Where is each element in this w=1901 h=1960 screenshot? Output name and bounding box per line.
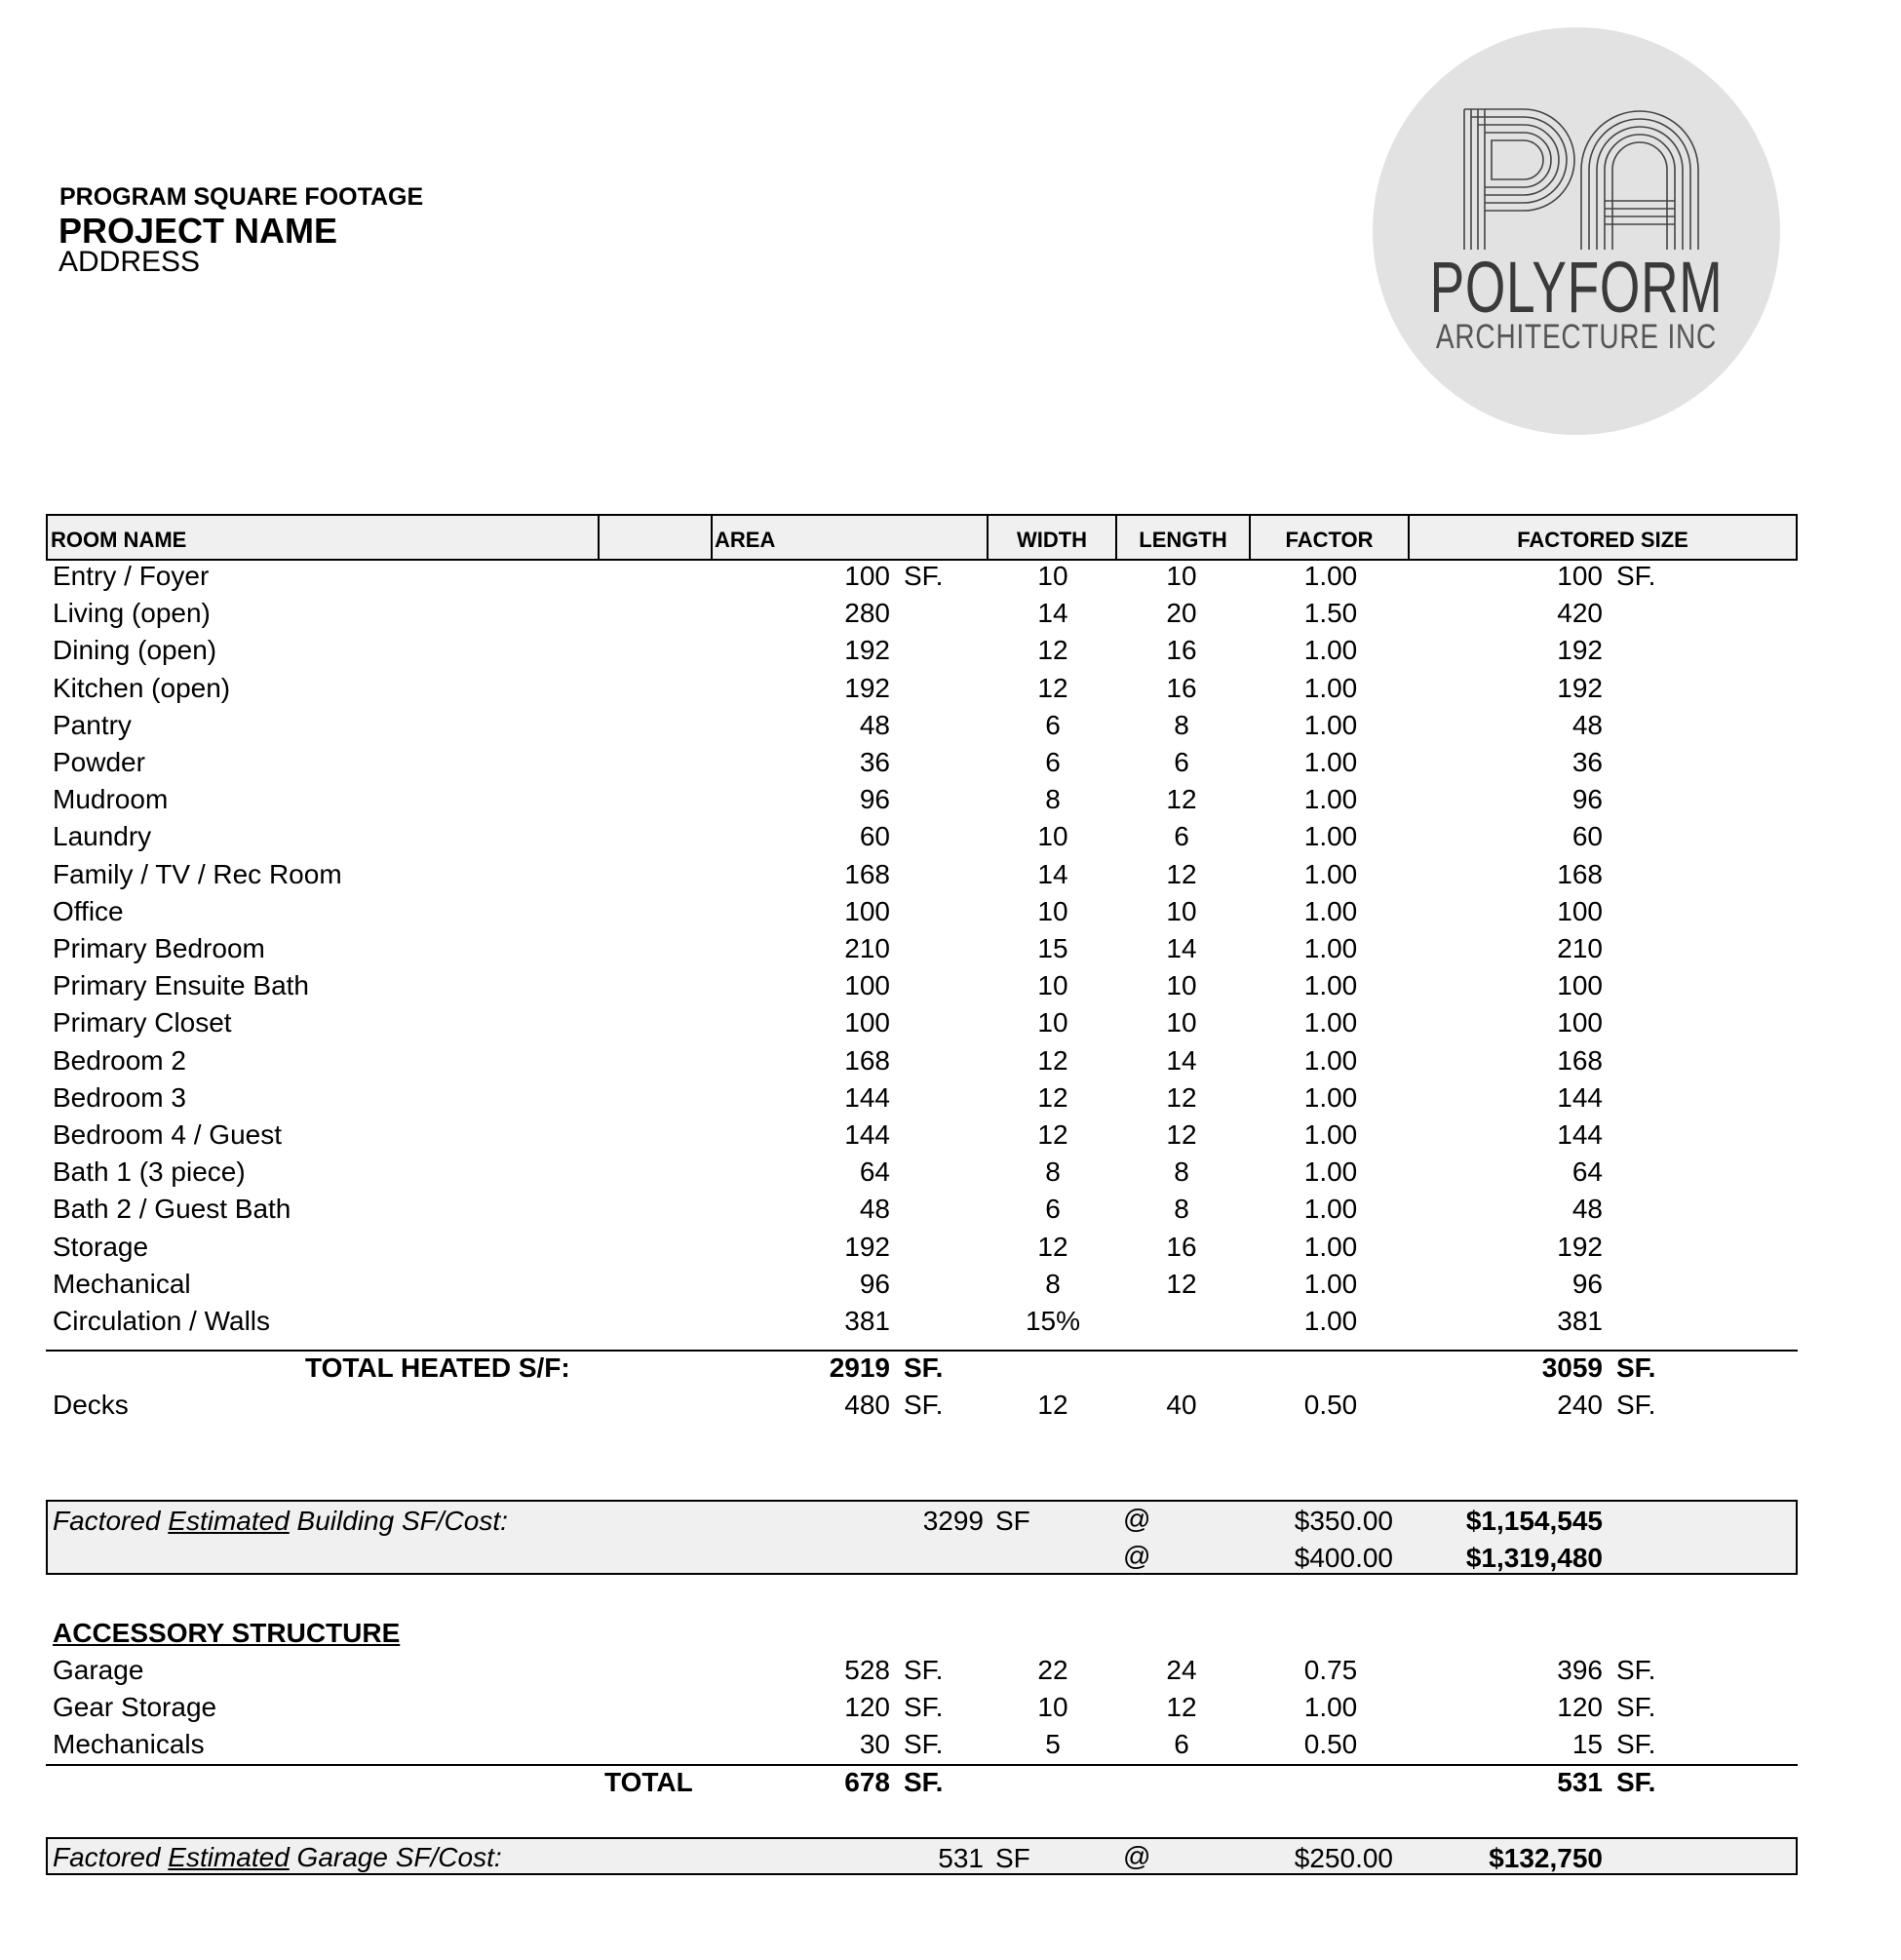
room-f: 1.00 [1303,1194,1358,1225]
room-l: 14 [1166,1044,1197,1076]
room-fs: 48 [1571,709,1603,740]
room-name: Primary Closet [53,1007,232,1039]
room-row [0,821,1901,858]
room-row [0,1082,1901,1119]
room-name: Bath 2 / Guest Bath [53,1194,291,1225]
room-fs: 100 [1557,1007,1603,1039]
room-f: 1.00 [1303,970,1358,1001]
accessory-area: 120 [844,1692,890,1722]
room-w: 6 [1045,709,1061,740]
room-row [0,784,1901,821]
accessory-w: 22 [1037,1655,1068,1685]
room-f: 1.00 [1303,784,1358,815]
room-f: 1.00 [1303,821,1358,852]
room-f: 1.00 [1303,709,1358,740]
building-total-2: $1,319,480 [1465,1543,1603,1573]
accessory-fs: 15 [1571,1729,1603,1759]
col-area: AREA [715,528,776,552]
room-area: 36 [859,747,890,777]
building-estimate-sf: 3299 [922,1506,984,1536]
total-heated-factored: 3059 [1541,1352,1603,1383]
building-rate-1: $350.00 [1294,1506,1393,1536]
col-room-name: ROOM NAME [51,528,187,552]
total-heated-label: TOTAL HEATED S/F: [305,1352,570,1383]
accessory-f: 0.50 [1303,1729,1358,1759]
room-f: 1.00 [1303,858,1358,889]
accessory-unit: SF. [904,1655,944,1685]
room-f: 1.00 [1303,1007,1358,1039]
pa-monogram-icon [1373,27,1780,435]
room-fs: 192 [1557,672,1603,703]
room-area: 96 [859,784,890,815]
col-length: LENGTH [1139,528,1227,552]
col-width: WIDTH [1016,528,1088,552]
accessory-fsu: SF. [1616,1692,1656,1722]
garage-rate: $250.00 [1294,1843,1393,1873]
room-fs: 144 [1557,1119,1603,1150]
room-f: 1.00 [1303,895,1358,926]
accessory-name: Garage [53,1655,144,1685]
room-name: Bedroom 3 [53,1081,186,1113]
document-kicker: PROGRAM SQUARE FOOTAGE [59,183,424,211]
room-fs: 100 [1557,895,1603,926]
garage-total: $132,750 [1489,1843,1603,1873]
accessory-l: 24 [1166,1655,1197,1685]
room-l: 14 [1166,933,1197,963]
project-address: ADDRESS [58,246,201,278]
decks-row [0,1390,1901,1427]
garage-estimate-sf-unit: SF [995,1843,1030,1873]
accessory-fsu: SF. [1616,1729,1656,1759]
room-area: 96 [859,1268,890,1299]
room-area: 144 [844,1081,890,1113]
room-w: 10 [1037,895,1068,926]
decks-name: Decks [53,1390,129,1420]
room-name: Living (open) [53,598,211,629]
col-factored-size: FACTORED SIZE [1517,528,1688,552]
room-name: Pantry [53,709,132,740]
room-row [0,747,1901,784]
room-area: 280 [844,598,890,629]
accessory-unit: SF. [904,1692,944,1722]
room-w: 12 [1037,672,1068,703]
building-at-1: @ [1123,1504,1151,1534]
room-w: 6 [1045,747,1061,777]
room-row [0,896,1901,933]
decks-area-unit: SF. [904,1390,944,1420]
room-fsu: SF. [1616,561,1656,591]
room-area: 144 [844,1119,890,1150]
garage-at: @ [1123,1841,1151,1871]
room-area: 381 [844,1306,890,1336]
room-fs: 168 [1557,858,1603,889]
room-f: 1.00 [1303,1119,1358,1150]
room-area: 100 [844,1007,890,1039]
accessory-row [0,1729,1901,1766]
col-factor: FACTOR [1285,528,1374,552]
room-l: 10 [1166,1007,1197,1039]
room-fs: 96 [1571,1268,1603,1299]
room-area: 168 [844,1044,890,1076]
room-l: 12 [1166,1119,1197,1150]
room-w: 8 [1045,1156,1061,1188]
room-f: 1.00 [1303,1231,1358,1262]
room-w: 12 [1037,1044,1068,1076]
room-area: 192 [844,1231,890,1262]
building-estimate-sf-unit: SF [995,1506,1030,1536]
building-total-1: $1,154,545 [1465,1506,1603,1536]
accessory-area: 30 [859,1729,890,1759]
accessory-l: 12 [1166,1692,1197,1722]
room-f: 1.50 [1303,598,1358,629]
garage-estimate-label: Factored Estimated Garage SF/Cost: [53,1842,502,1872]
logo-name: POLYFORM [1429,247,1724,328]
decks-width: 12 [1037,1390,1068,1420]
room-w: 10 [1037,561,1068,591]
room-row [0,598,1901,635]
room-row [0,673,1901,710]
room-name: Kitchen (open) [53,672,231,703]
room-area: 64 [859,1156,890,1188]
room-w: 12 [1037,635,1068,666]
room-w: 15 [1037,933,1068,963]
total-heated-row [0,1352,1901,1390]
decks-area: 480 [844,1390,890,1420]
room-area: 60 [859,821,890,852]
room-name: Circulation / Walls [53,1306,271,1336]
room-row [0,1306,1901,1343]
decks-length: 40 [1166,1390,1197,1420]
room-fs: 48 [1571,1194,1603,1225]
accessory-fs: 396 [1557,1655,1603,1685]
room-fs: 36 [1571,747,1603,777]
room-l: 10 [1166,970,1197,1001]
room-f: 1.00 [1303,933,1358,963]
accessory-name: Gear Storage [53,1692,217,1722]
accessory-total-label: TOTAL [604,1767,693,1797]
accessory-total-row [0,1767,1901,1804]
accessory-fsu: SF. [1616,1655,1656,1685]
room-fs: 96 [1571,784,1603,815]
room-row [0,635,1901,672]
room-f: 1.00 [1303,672,1358,703]
room-row [0,561,1901,598]
room-l: 16 [1166,1231,1197,1262]
room-l: 20 [1166,598,1197,629]
building-estimate-label: Factored Estimated Building SF/Cost: [53,1506,508,1536]
room-w: 8 [1045,784,1061,815]
room-l: 16 [1166,635,1197,666]
room-w: 12 [1037,1231,1068,1262]
building-at-2: @ [1123,1541,1151,1571]
room-f: 1.00 [1303,561,1358,591]
room-w: 15% [1025,1306,1081,1336]
polyform-logo [1373,27,1780,435]
accessory-w: 5 [1045,1729,1061,1759]
room-name: Entry / Foyer [53,561,210,591]
accessory-total-factored-unit: SF. [1616,1767,1656,1797]
garage-estimate-sf: 531 [938,1843,984,1873]
room-fs: 420 [1557,598,1603,629]
room-row [0,1232,1901,1269]
room-fs: 144 [1557,1081,1603,1113]
room-l: 16 [1166,672,1197,703]
room-name: Bedroom 2 [53,1044,186,1076]
accessory-fs: 120 [1557,1692,1603,1722]
room-fs: 168 [1557,1044,1603,1076]
room-l: 8 [1174,1156,1189,1188]
room-row [0,710,1901,747]
room-f: 1.00 [1303,1268,1358,1299]
room-l: 10 [1166,561,1197,591]
room-f: 1.00 [1303,635,1358,666]
room-l: 6 [1174,747,1189,777]
project-name: PROJECT NAME [58,211,338,251]
room-l: 8 [1174,1194,1189,1225]
accessory-area: 528 [844,1655,890,1685]
room-row [0,1045,1901,1082]
room-name: Primary Ensuite Bath [53,970,309,1001]
logo-subtitle: ARCHITECTURE INC [1435,318,1718,356]
total-rule [46,1350,1798,1352]
accessory-total-area: 678 [844,1767,890,1797]
room-fs: 60 [1571,821,1603,852]
room-l: 12 [1166,858,1197,889]
header-divider [598,514,600,561]
room-l: 10 [1166,895,1197,926]
accessory-name: Mechanicals [53,1729,205,1759]
room-f: 1.00 [1303,1044,1358,1076]
total-heated-area: 2919 [829,1352,890,1383]
room-area: 48 [859,1194,890,1225]
room-area: 100 [844,895,890,926]
total-heated-factored-unit: SF. [1616,1352,1656,1383]
room-l: 6 [1174,821,1189,852]
room-f: 1.00 [1303,1306,1358,1336]
total-heated-area-unit: SF. [904,1352,944,1383]
room-w: 8 [1045,1268,1061,1299]
room-area: 192 [844,672,890,703]
room-name: Powder [53,747,145,777]
room-name: Bath 1 (3 piece) [53,1156,246,1188]
room-fs: 100 [1557,970,1603,1001]
room-fs: 64 [1571,1156,1603,1188]
decks-factored: 240 [1557,1390,1603,1420]
room-fs: 192 [1557,1231,1603,1262]
room-row [0,859,1901,896]
room-l: 12 [1166,1081,1197,1113]
accessory-l: 6 [1174,1729,1189,1759]
decks-factor: 0.50 [1303,1390,1358,1420]
room-name: Office [53,895,124,926]
accessory-title: ACCESSORY STRUCTURE [53,1618,401,1648]
room-row [0,1194,1901,1231]
room-name: Storage [53,1231,149,1262]
room-w: 14 [1037,858,1068,889]
accessory-total-rule [46,1764,1798,1766]
room-name: Family / TV / Rec Room [53,858,342,889]
decks-factored-unit: SF. [1616,1390,1656,1420]
room-row [0,1119,1901,1156]
room-area: 100 [844,970,890,1001]
room-w: 12 [1037,1119,1068,1150]
building-rate-2: $400.00 [1294,1543,1393,1573]
room-l: 8 [1174,709,1189,740]
accessory-f: 1.00 [1303,1692,1358,1722]
accessory-w: 10 [1037,1692,1068,1722]
accessory-total-factored: 531 [1557,1767,1603,1797]
accessory-total-area-unit: SF. [904,1767,944,1797]
room-name: Primary Bedroom [53,933,265,963]
room-w: 10 [1037,821,1068,852]
room-w: 14 [1037,598,1068,629]
accessory-row [0,1655,1901,1692]
room-fs: 210 [1557,933,1603,963]
room-area: 192 [844,635,890,666]
room-l: 12 [1166,1268,1197,1299]
accessory-unit: SF. [904,1729,944,1759]
room-row [0,1007,1901,1044]
room-fs: 100 [1557,561,1603,591]
header-divider [711,514,713,561]
room-row [0,1269,1901,1306]
room-w: 10 [1037,970,1068,1001]
room-fs: 381 [1557,1306,1603,1336]
accessory-row [0,1692,1901,1729]
room-name: Mudroom [53,784,169,815]
room-row [0,1156,1901,1194]
room-w: 10 [1037,1007,1068,1039]
room-row [0,933,1901,970]
room-w: 12 [1037,1081,1068,1113]
room-area: 100 [844,561,890,591]
accessory-f: 0.75 [1303,1655,1358,1685]
room-area: 48 [859,709,890,740]
room-fs: 192 [1557,635,1603,666]
room-l: 12 [1166,784,1197,815]
room-name: Dining (open) [53,635,217,666]
room-f: 1.00 [1303,1156,1358,1188]
room-name: Laundry [53,821,152,852]
room-w: 6 [1045,1194,1061,1225]
room-area: 168 [844,858,890,889]
room-f: 1.00 [1303,1081,1358,1113]
room-name: Mechanical [53,1268,191,1299]
room-unit: SF. [904,561,944,591]
room-f: 1.00 [1303,747,1358,777]
room-row [0,970,1901,1007]
room-name: Bedroom 4 / Guest [53,1119,283,1150]
room-area: 210 [844,933,890,963]
